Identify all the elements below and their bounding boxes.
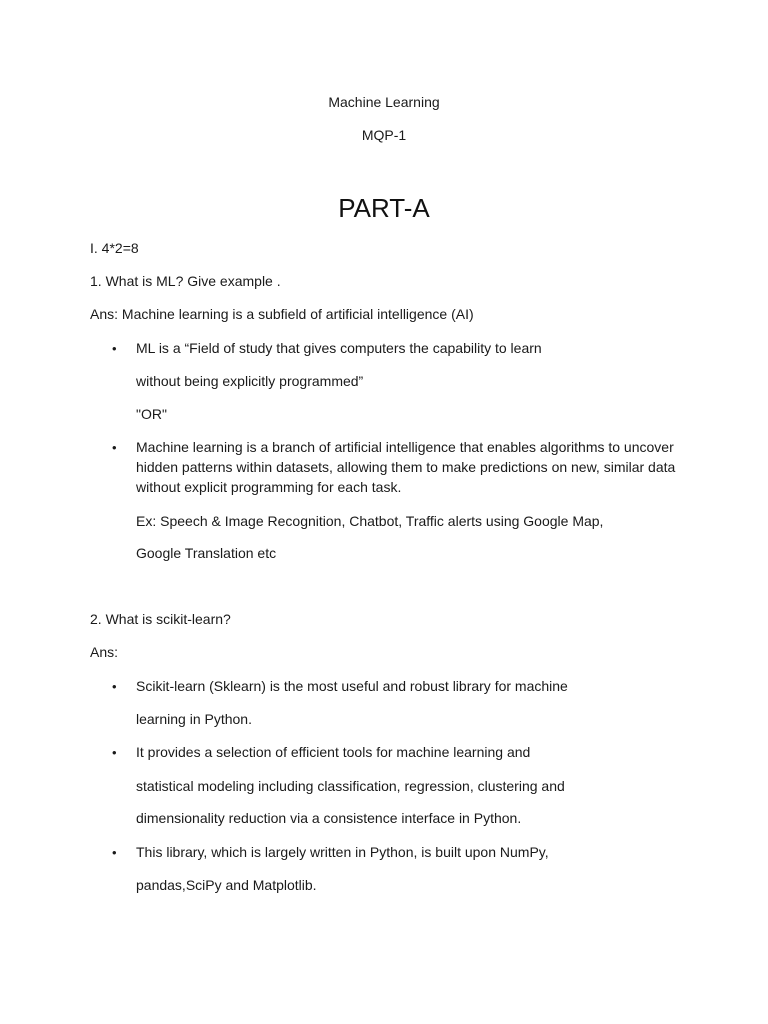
bullet-icon: •	[112, 845, 117, 860]
answer-1-bullet-1-line-2: without being explicitly programmed”	[136, 373, 364, 389]
paper-code: MQP-1	[361, 127, 407, 143]
answer-1-or-text: "OR"	[136, 406, 167, 422]
answer-2-bullet-3-line-1: This library, which is largely written in Python, is built upon NumPy,	[136, 844, 549, 860]
answer-2-bullet-1-line-2: learning in Python.	[136, 711, 252, 727]
bullet-icon: •	[112, 745, 117, 760]
answer-1-intro: Ans: Machine learning is a subfield of artificial intelligence (AI)	[90, 306, 474, 322]
question-1: 1. What is ML? Give example .	[90, 273, 281, 289]
answer-1-example-line-1: Ex: Speech & Image Recognition, Chatbot, Traffic alerts using Google Map,	[136, 513, 604, 529]
answer-1-bullet-1-line-1: ML is a “Field of study that gives computers the capability to learn	[136, 340, 542, 356]
answer-1-bullet-2: Machine learning is a branch of artificial intelligence that enables algorithms to uncover hidden patterns within datasets, allowing them to make predictions on new, similar data without explicit programming for each task.	[136, 439, 676, 495]
bullet-icon: •	[112, 679, 117, 694]
bullet-icon: •	[112, 341, 117, 356]
subject-title: Machine Learning	[328, 94, 440, 110]
answer-2-bullet-2-line-1: It provides a selection of efficient tools for machine learning and	[136, 744, 531, 760]
answer-2-bullet-2-line-3: dimensionality reduction via a consistence interface in Python.	[136, 810, 522, 826]
answer-2-intro: Ans:	[90, 644, 119, 660]
answer-1-example-line-2: Google Translation etc	[136, 545, 277, 561]
section-marks: I. 4*2=8	[90, 240, 139, 256]
part-heading: PART-A	[338, 193, 430, 223]
answer-2-bullet-1-line-1: Scikit-learn (Sklearn) is the most useful and robust library for machine	[136, 678, 568, 694]
answer-2-bullet-3-line-2: pandas,SciPy and Matplotlib.	[136, 877, 317, 893]
question-2: 2. What is scikit-learn?	[90, 611, 231, 627]
answer-2-bullet-2-line-2: statistical modeling including classification, regression, clustering and	[136, 778, 565, 794]
bullet-icon: •	[112, 440, 117, 455]
